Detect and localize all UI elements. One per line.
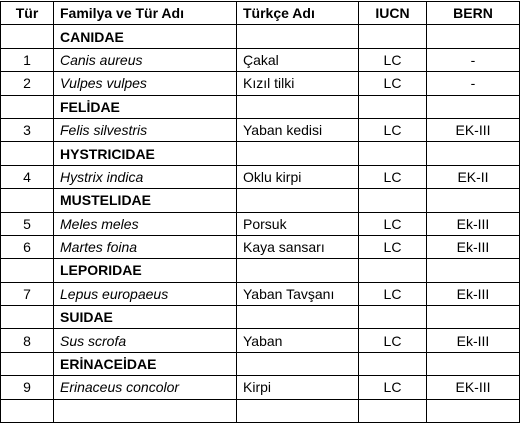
family-turkish-cell: [237, 142, 359, 165]
family-row: [1, 189, 520, 212]
species-iucn-cell: LC: [359, 282, 427, 305]
species-number-cell: 8: [1, 329, 54, 352]
family-bern-cell: [427, 95, 520, 118]
family-iucn-cell: [359, 306, 427, 329]
family-iucn-cell: [359, 352, 427, 375]
family-number-cell: [1, 25, 54, 48]
empty-row: [1, 399, 520, 422]
species-number-cell: 3: [1, 118, 54, 141]
family-turkish-cell: [237, 259, 359, 282]
species-latin-name-cell: Erinaceus concolor: [54, 376, 237, 399]
family-bern-cell: [427, 25, 520, 48]
family-name-cell: CANIDAE: [54, 25, 237, 48]
table-header: [1, 2, 520, 25]
species-turkish-name-cell: Porsuk: [237, 212, 359, 235]
species-latin-name-cell: Canis aureus: [54, 48, 237, 71]
species-row: [1, 165, 520, 188]
family-bern-cell: [427, 306, 520, 329]
table-body: [1, 25, 520, 423]
species-turkish-name-cell: Kaya sansarı: [237, 235, 359, 258]
species-bern-cell: EK-III: [427, 376, 520, 399]
species-latin-name-cell: Vulpes vulpes: [54, 72, 237, 95]
family-turkish-cell: [237, 306, 359, 329]
species-number-cell: 6: [1, 235, 54, 258]
header-turkish-name: Türkçe Adı: [237, 2, 359, 25]
species-latin-name-cell: Hystrix indica: [54, 165, 237, 188]
family-iucn-cell: [359, 189, 427, 212]
header-iucn: IUCN: [359, 2, 427, 25]
empty-cell: [1, 399, 54, 422]
species-iucn-cell: LC: [359, 72, 427, 95]
family-turkish-cell: [237, 25, 359, 48]
family-name-cell: HYSTRICIDAE: [54, 142, 237, 165]
species-bern-cell: Ek-III: [427, 282, 520, 305]
species-number-cell: 7: [1, 282, 54, 305]
species-row: [1, 282, 520, 305]
family-number-cell: [1, 95, 54, 118]
species-turkish-name-cell: Yaban: [237, 329, 359, 352]
family-name-cell: FELİDAE: [54, 95, 237, 118]
header-family-species-name: Familya ve Tür Adı: [54, 2, 237, 25]
species-row: [1, 48, 520, 71]
family-turkish-cell: [237, 189, 359, 212]
species-row: [1, 72, 520, 95]
empty-cell: [359, 399, 427, 422]
species-bern-cell: -: [427, 72, 520, 95]
header-species-number: Tür: [1, 2, 54, 25]
family-turkish-cell: [237, 95, 359, 118]
species-iucn-cell: LC: [359, 329, 427, 352]
family-name-cell: ERİNACEİDAE: [54, 352, 237, 375]
species-table: [0, 1, 520, 423]
species-turkish-name-cell: Çakal: [237, 48, 359, 71]
species-iucn-cell: LC: [359, 212, 427, 235]
species-latin-name-cell: Lepus europaeus: [54, 282, 237, 305]
species-iucn-cell: LC: [359, 376, 427, 399]
species-turkish-name-cell: Yaban kedisi: [237, 118, 359, 141]
family-row: [1, 352, 520, 375]
species-bern-cell: EK-III: [427, 118, 520, 141]
species-row: [1, 376, 520, 399]
header-row: [1, 2, 520, 25]
family-iucn-cell: [359, 259, 427, 282]
species-latin-name-cell: Sus scrofa: [54, 329, 237, 352]
species-turkish-name-cell: Kirpi: [237, 376, 359, 399]
species-number-cell: 4: [1, 165, 54, 188]
family-name-cell: LEPORIDAE: [54, 259, 237, 282]
family-name-cell: SUIDAE: [54, 306, 237, 329]
species-turkish-name-cell: Yaban Tavşanı: [237, 282, 359, 305]
species-row: [1, 235, 520, 258]
family-row: [1, 142, 520, 165]
family-number-cell: [1, 306, 54, 329]
species-iucn-cell: LC: [359, 48, 427, 71]
species-iucn-cell: LC: [359, 235, 427, 258]
species-bern-cell: Ek-III: [427, 235, 520, 258]
species-number-cell: 2: [1, 72, 54, 95]
species-iucn-cell: LC: [359, 165, 427, 188]
family-number-cell: [1, 352, 54, 375]
species-number-cell: 9: [1, 376, 54, 399]
species-number-cell: 5: [1, 212, 54, 235]
family-name-cell: MUSTELIDAE: [54, 189, 237, 212]
species-bern-cell: EK-II: [427, 165, 520, 188]
family-iucn-cell: [359, 95, 427, 118]
species-number-cell: 1: [1, 48, 54, 71]
family-row: [1, 25, 520, 48]
species-bern-cell: -: [427, 48, 520, 71]
family-row: [1, 95, 520, 118]
family-bern-cell: [427, 259, 520, 282]
family-number-cell: [1, 189, 54, 212]
family-bern-cell: [427, 142, 520, 165]
family-iucn-cell: [359, 142, 427, 165]
species-bern-cell: Ek-III: [427, 329, 520, 352]
family-number-cell: [1, 142, 54, 165]
family-bern-cell: [427, 352, 520, 375]
species-row: [1, 329, 520, 352]
species-iucn-cell: LC: [359, 118, 427, 141]
family-row: [1, 306, 520, 329]
empty-cell: [427, 399, 520, 422]
family-number-cell: [1, 259, 54, 282]
species-latin-name-cell: Martes foina: [54, 235, 237, 258]
family-turkish-cell: [237, 352, 359, 375]
empty-cell: [237, 399, 359, 422]
family-row: [1, 259, 520, 282]
species-turkish-name-cell: Kızıl tilki: [237, 72, 359, 95]
empty-cell: [54, 399, 237, 422]
species-row: [1, 118, 520, 141]
species-row: [1, 212, 520, 235]
header-bern: BERN: [427, 2, 520, 25]
species-latin-name-cell: Felis silvestris: [54, 118, 237, 141]
family-iucn-cell: [359, 25, 427, 48]
species-bern-cell: Ek-III: [427, 212, 520, 235]
family-bern-cell: [427, 189, 520, 212]
species-latin-name-cell: Meles meles: [54, 212, 237, 235]
species-turkish-name-cell: Oklu kirpi: [237, 165, 359, 188]
